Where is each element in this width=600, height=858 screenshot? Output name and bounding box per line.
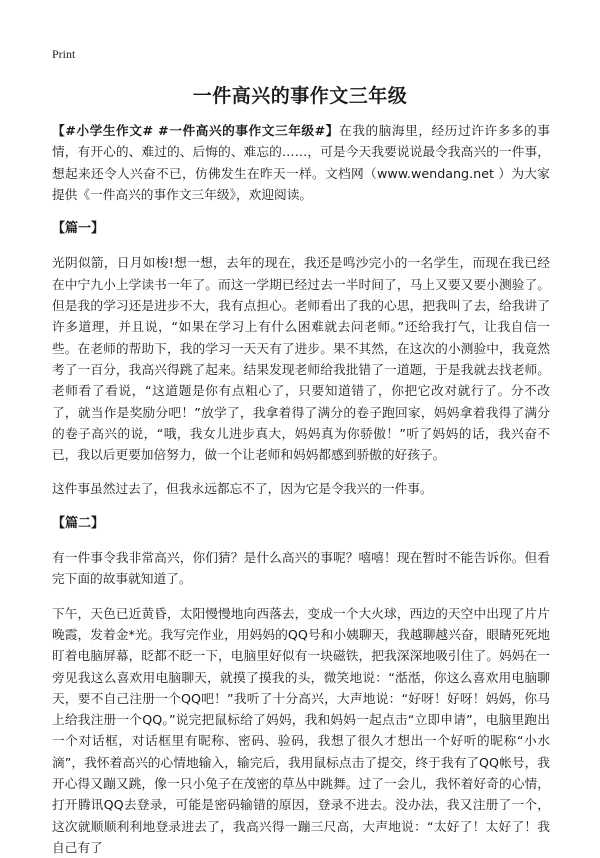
- section-heading-1: 【篇一】: [52, 221, 105, 237]
- section1-paragraph-2: 这件事虽然过去了，但我永远都忘不了，因为它是令我兴的一件事。: [52, 481, 433, 497]
- section1-paragraph-1: 光阴似箭，日月如梭!想一想，去年的现在，我还是鸣沙完小的一名学生，而现在我已经在中宁九小上学读书一年了。而这一学期已经过去一半时间了，马上又要又要小测验了。但是我的学习还是进步不大，我有点担心。老师看出了我的心思，把我叫了去，给我讲了许多道理，并且说，“如果在学习上有什么困难就去问老师。”还给我打气，让我自信一些。在老师的帮助下，我的学习一天天有了进步。果不其然，在这次的小测验中，我竟然考了一百分，我高兴得跳了起来。结果发现老师给我批错了一道题，于是我就去找老师。老师看了看说，“这道题是你有点粗心了，只要知道错了，你把它改对就行了。分不改了，就当作是奖励分吧！”放学了，我拿着得了满分的卷子跑回家，妈妈拿着我得了满分的卷子高兴的说，“哦，我女儿进步真大，妈妈真为你骄傲！”听了妈妈的话，我兴奋不已，我以后更要加倍努力，做一个让老师和妈妈都感到骄傲的好孩子。: [52, 255, 550, 463]
- section-heading-2: 【篇二】: [52, 515, 105, 531]
- page-title: 一件高兴的事作文三年级: [192, 85, 408, 107]
- section2-paragraph-1: 有一件事令我非常高兴，你们猜？是什么高兴的事呢？嘻嘻！现在暂时不能告诉你。但看完下面的故事就知道了。: [52, 550, 550, 587]
- article-body: [52, 120, 550, 858]
- intro-label: 【#小学生作文# #一件高兴的事作文三年级#】: [52, 123, 340, 138]
- section2-paragraph-2: 下午，天色已近黄昏，太阳慢慢地向西落去，变成一个大火球，西边的天空中出现了片片晚霞，发着金*光。我写完作业，用妈妈的QQ号和小姨聊天，我越聊越兴奋，眼睛死死地盯着电脑屏幕，眨都不眨一下，电脑里好似有一块磁铁，把我深深地吸引住了。妈妈在一旁见我这么喜欢用电脑聊天，就摸了摸我的头，微笑地说：“湉湉，你这么喜欢用电脑聊天，要不自己注册一个QQ吧！”我听了十分高兴，大声地说：“好呀！好呀！妈妈，你马上给我注册一个QQ。”说完把鼠标给了妈妈，我和妈妈一起点击“立即申请”，电脑里跑出一个对话框，对话框里有昵称、密码、验码，我想了很久才想出一个好听的昵称“小水滴”，我怀着高兴的心情地输入，输完后，我用鼠标点击了提交，终于我有了QQ帐号，我开心得又蹦又跳，像一只小兔子在茂密的草丛中跳舞。过了一会儿，我怀着好奇的心情，打开腾讯QQ去登录，可能是密码输错的原因，登录不进去。没办法，我又注册了一个，这次就顺顺利利地登录进去了，我高兴得一蹦三尺高，大声地说：“太好了！太好了！我自己有了: [52, 605, 550, 855]
- intro-text: 在我的脑海里，经历过许许多多的事情，有开心的、难过的、后悔的、难忘的……，可是今天我要说说最令我高兴的一件事，想起来还令人兴奋不已，仿佛发生在昨天一样。文档网（www.wendang.net ）为大家提供《一件高兴的事作文三年级》，欢迎阅读。: [52, 123, 550, 202]
- intro-paragraph: [52, 120, 550, 205]
- print-label: Print: [52, 47, 76, 61]
